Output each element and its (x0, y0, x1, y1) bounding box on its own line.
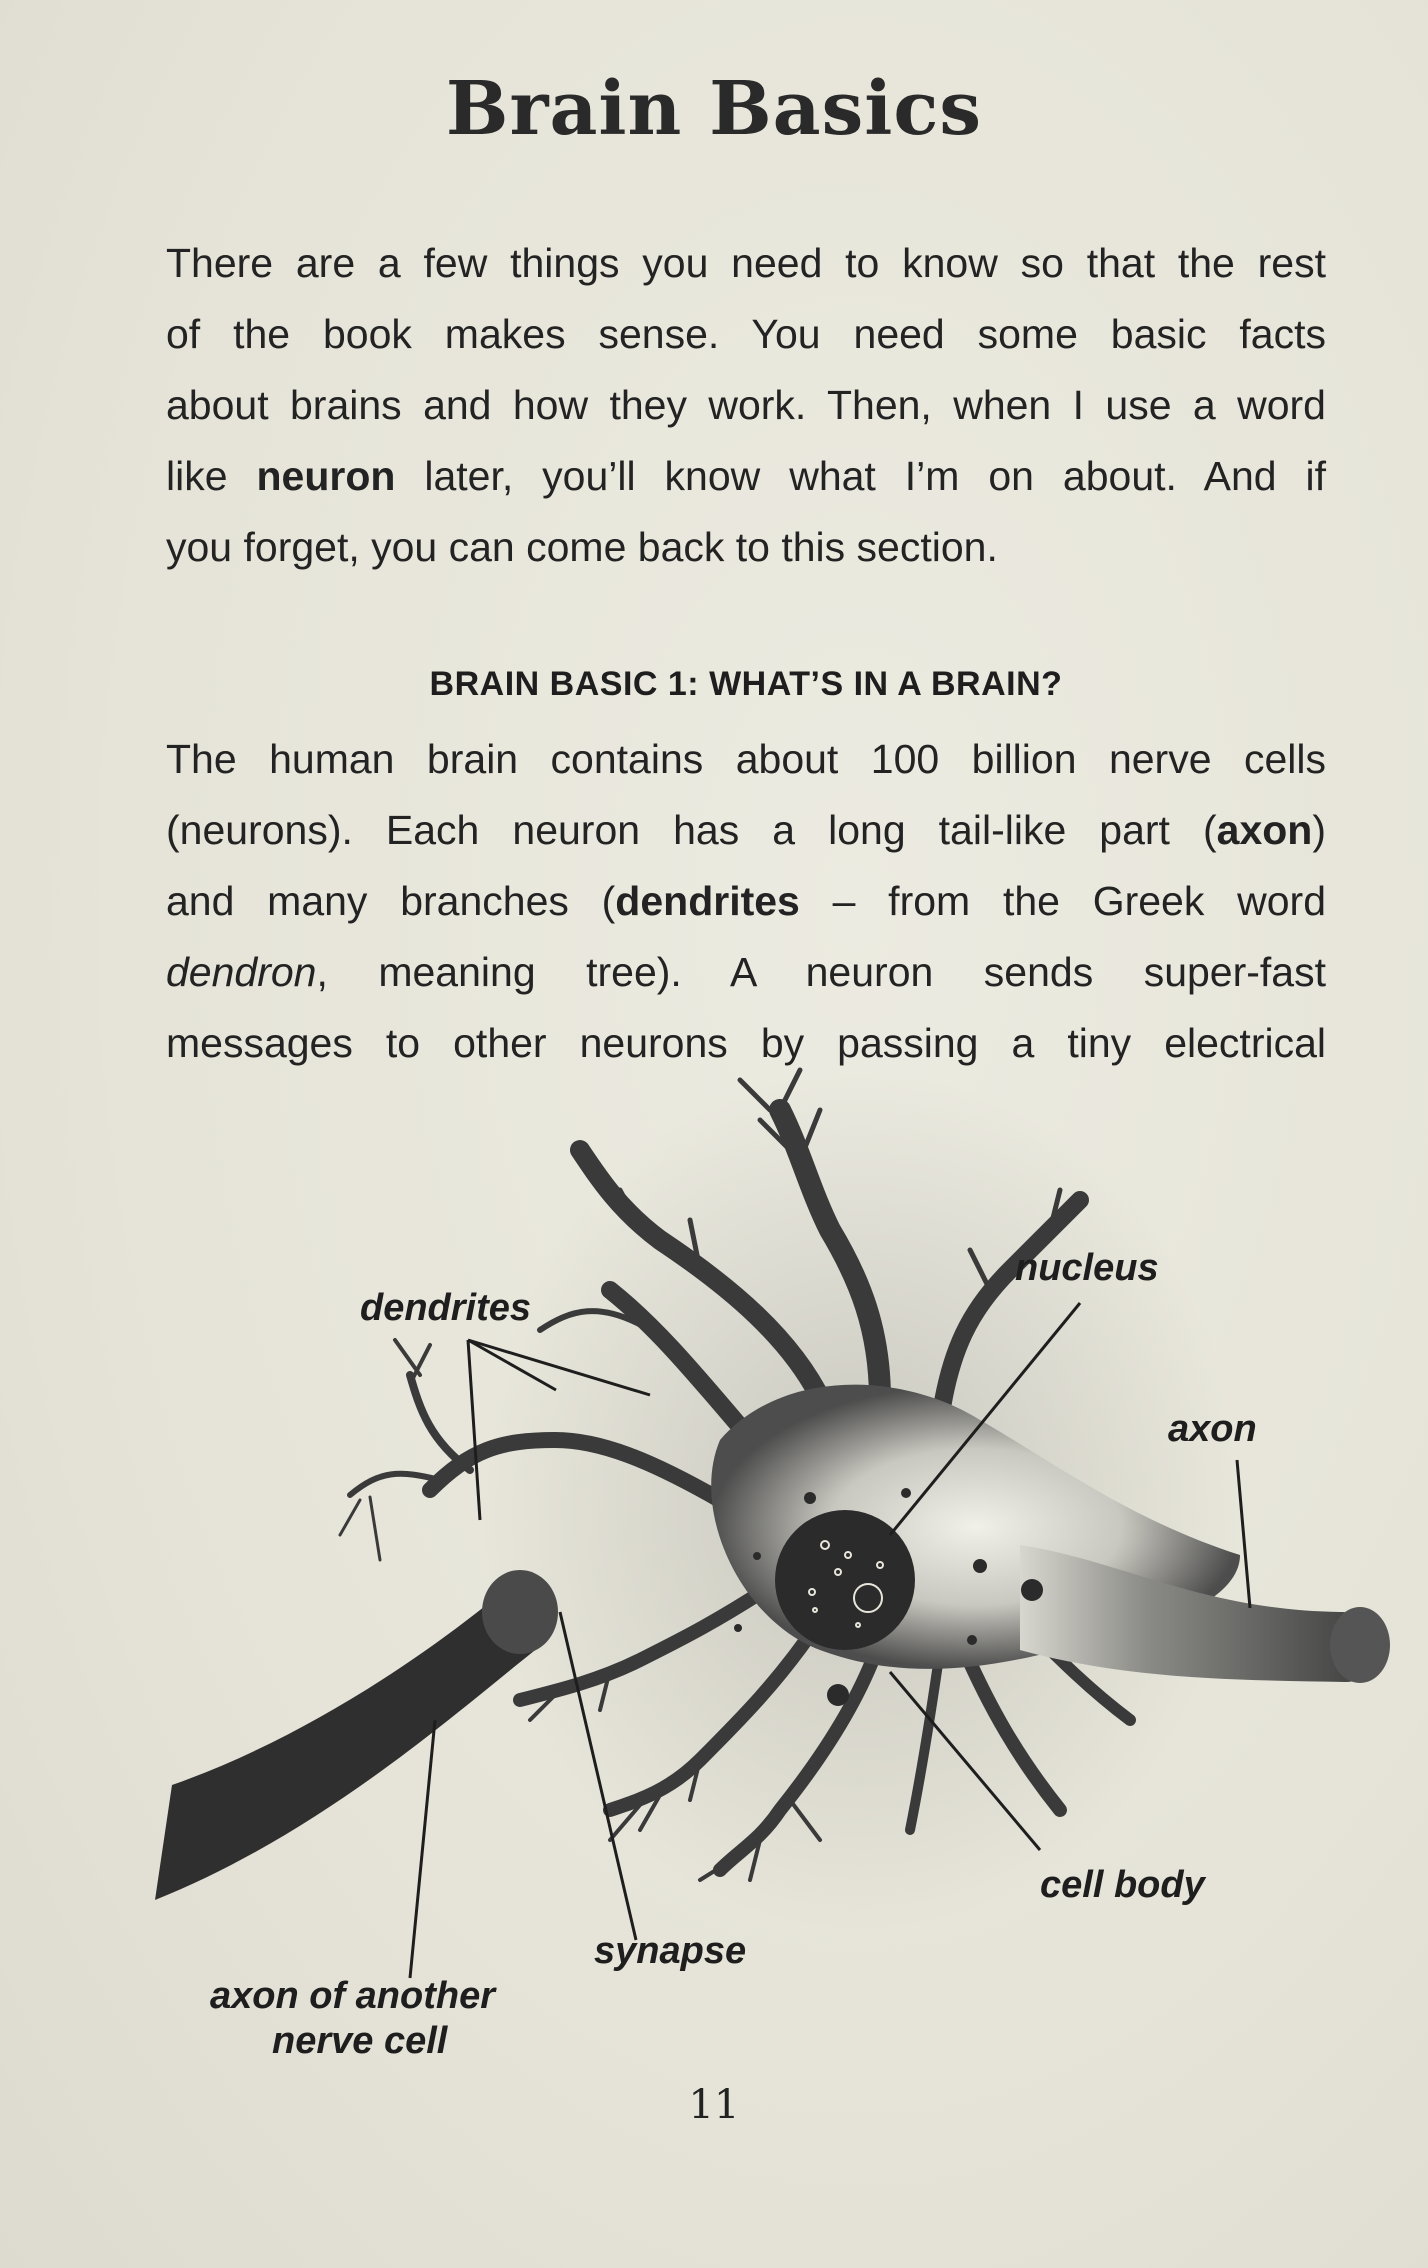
label-synapse: synapse (594, 1930, 747, 1972)
body-line: dendron, meaning tree). A neuron sends super-fast (166, 949, 1326, 995)
term-neuron: neuron (256, 453, 396, 499)
intro-line: you forget, you can come back to this section. (166, 524, 998, 570)
intro-line: There are a few things you need to know so that the rest (166, 240, 1326, 286)
label-cell-body: cell body (1040, 1864, 1205, 1906)
term-dendron: dendron (166, 949, 317, 995)
intro-line: like neuron later, you’ll know what I’m on about. And if (166, 453, 1326, 499)
axon-terminal (1330, 1607, 1390, 1683)
label-nucleus: nucleus (1015, 1247, 1159, 1289)
label-axon-other-line1: axon of another (210, 1975, 496, 2017)
intro-line: about brains and how they work. Then, when I use a word (166, 382, 1326, 428)
body-line: The human brain contains about 100 billion nerve cells (166, 736, 1326, 782)
other-axon-terminal (482, 1570, 558, 1654)
intro-line: of the book makes sense. You need some basic facts (166, 311, 1326, 357)
page-number: 11 (688, 2082, 740, 2128)
term-axon: axon (1216, 807, 1313, 853)
label-axon-other-line2: nerve cell (272, 2020, 448, 2062)
label-axon: axon (1168, 1408, 1257, 1450)
page-title: Brain Basics (445, 66, 983, 152)
body-line: and many branches (dendrites – from the Greek word (166, 878, 1326, 924)
body-line: messages to other neurons by passing a tiny electrical (166, 1020, 1326, 1066)
term-dendrites: dendrites (615, 878, 800, 924)
section-heading: BRAIN BASIC 1: WHAT’S IN A BRAIN? (429, 665, 1063, 703)
label-dendrites: dendrites (360, 1287, 532, 1329)
body-line: (neurons). Each neuron has a long tail-like part (axon) (166, 807, 1326, 853)
